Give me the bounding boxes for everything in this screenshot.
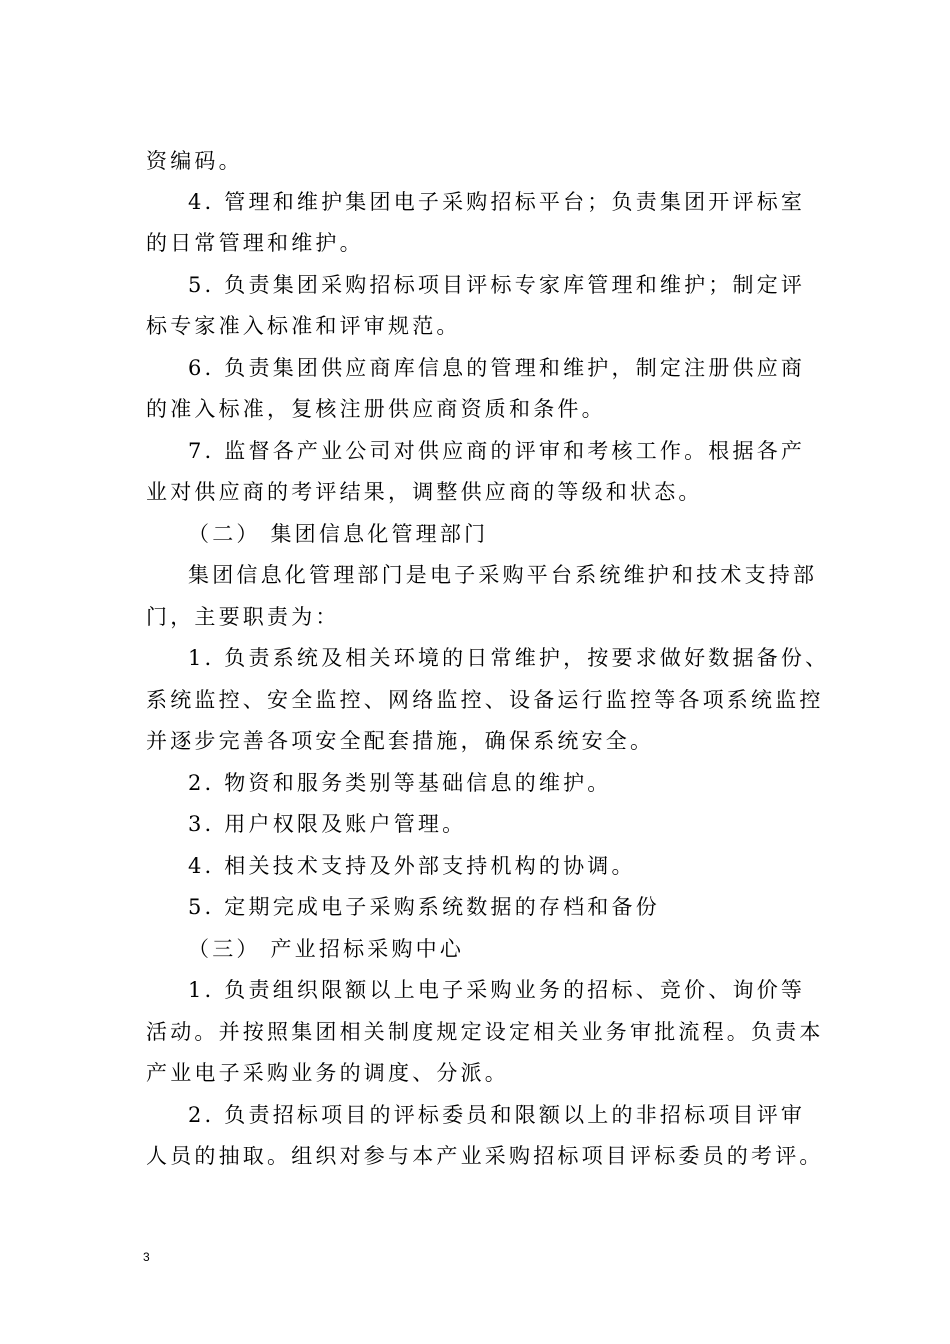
text-line: 门，主要职责为： <box>146 605 340 629</box>
section-heading: （二） 集团信息化管理部门 <box>188 522 489 546</box>
text-line: 4. 相关技术支持及外部支持机构的协调。 <box>188 854 636 878</box>
text-line: 标专家准入标准和评审规范。 <box>146 314 461 338</box>
text-line: 的准入标准，复核注册供应商资质和条件。 <box>146 397 606 421</box>
text-line: 4. 管理和维护集团电子采购招标平台；负责集团开评标室 <box>188 190 806 214</box>
text-line: 3. 用户权限及账户管理。 <box>188 812 467 836</box>
text-line: 系统监控、安全监控、网络监控、设备运行监控等各项系统监控 <box>146 688 824 712</box>
page-number: 3 <box>143 1250 150 1264</box>
text-line: 2. 负责招标项目的评标委员和限额以上的非招标项目评审 <box>188 1103 806 1127</box>
text-line: 并逐步完善各项安全配套措施，确保系统安全。 <box>146 729 655 753</box>
text-line: 2. 物资和服务类别等基础信息的维护。 <box>188 771 612 795</box>
text-line: 6. 负责集团供应商库信息的管理和维护，制定注册供应商 <box>188 356 806 380</box>
text-line: 5. 定期完成电子采购系统数据的存档和备份 <box>188 895 660 919</box>
text-line: 7. 监督各产业公司对供应商的评审和考核工作。根据各产 <box>188 439 806 463</box>
text-line: 的日常管理和维护。 <box>146 231 364 255</box>
text-line: 5. 负责集团采购招标项目评标专家库管理和维护；制定评 <box>188 273 806 297</box>
section-heading: （三） 产业招标采购中心 <box>188 937 465 961</box>
text-line: 活动。并按照集团相关制度规定设定相关业务审批流程。负责本 <box>146 1020 824 1044</box>
text-line: 业对供应商的考评结果，调整供应商的等级和状态。 <box>146 480 703 504</box>
text-line: 资编码。 <box>146 149 243 173</box>
text-line: 集团信息化管理部门是电子采购平台系统维护和技术支持部 <box>188 563 818 587</box>
text-line: 人员的抽取。组织对参与本产业采购招标项目评标委员的考评。 <box>146 1144 824 1168</box>
text-line: 1. 负责系统及相关环境的日常维护，按要求做好数据备份、 <box>188 646 830 670</box>
text-line: 1. 负责组织限额以上电子采购业务的招标、竞价、询价等 <box>188 978 806 1002</box>
text-line: 产业电子采购业务的调度、分派。 <box>146 1061 509 1085</box>
